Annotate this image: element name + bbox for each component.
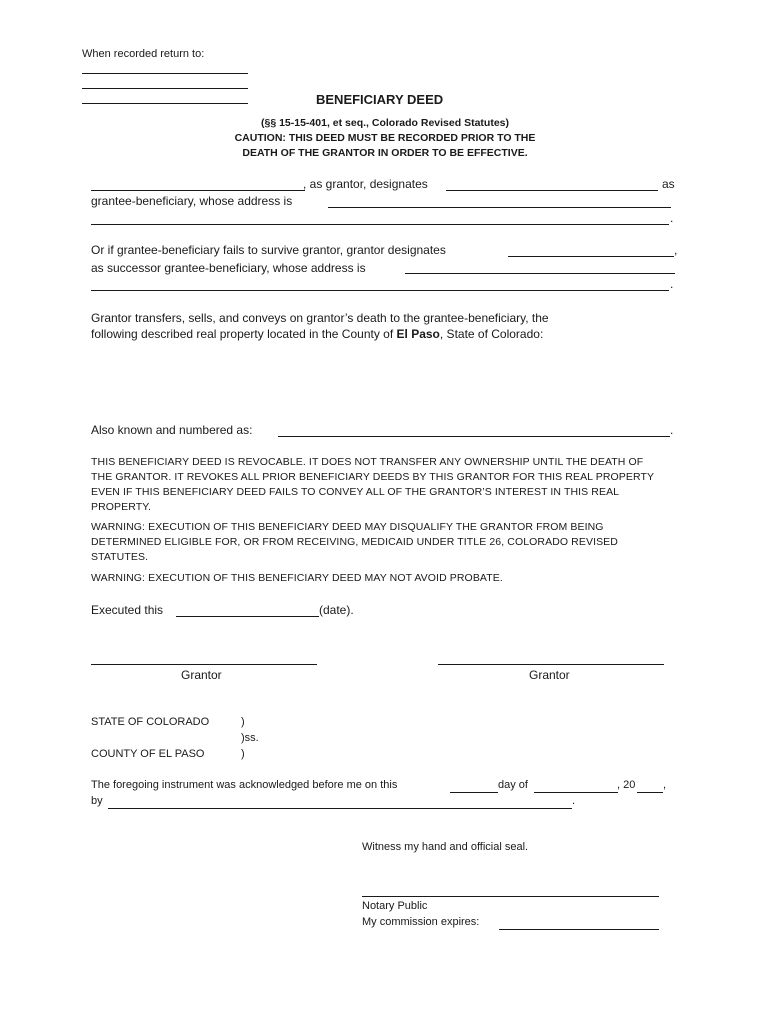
grantee-address-label: grantee-beneficiary, whose address is [91, 194, 293, 208]
ack-month-field[interactable] [534, 792, 618, 793]
return-to-line-3[interactable] [82, 103, 248, 104]
commission-expires-field[interactable] [499, 929, 659, 930]
successor-text-1: Or if grantee-beneficiary fails to survive grantor, grantor designates [91, 243, 446, 257]
county-name: El Paso [396, 327, 440, 341]
venue-paren-1: ) [241, 716, 245, 728]
ack-period: . [572, 795, 576, 807]
venue-state: STATE OF COLORADO [91, 716, 210, 728]
medicaid-warning-1: WARNING: EXECUTION OF THIS BENEFICIARY DEED MAY DISQUALIFY THE GRANTOR FROM BEING [91, 521, 604, 533]
transfer-text-2 [91, 327, 543, 341]
acknowledgment-text: The foregoing instrument was acknowledged before me on this [91, 779, 398, 791]
successor-address-field-1[interactable] [405, 273, 675, 274]
grantor-signature-right[interactable] [438, 664, 664, 665]
ack-by-field[interactable] [108, 808, 572, 809]
grantor-signature-left[interactable] [91, 664, 317, 665]
ack-day-of: day of [498, 779, 528, 791]
venue-ss: )ss. [241, 732, 259, 744]
revocable-notice-2: THE GRANTOR. IT REVOKES ALL PRIOR BENEFICIARY DEEDS BY THIS GRANTOR FOR THIS REAL PROPERTY [91, 471, 655, 483]
successor-comma: , [674, 243, 678, 257]
return-to-line-2[interactable] [82, 88, 248, 89]
executed-this-label: Executed this [91, 603, 164, 617]
ack-by-label: by [91, 795, 103, 807]
successor-name-field[interactable] [508, 256, 674, 257]
ack-day-field[interactable] [450, 792, 498, 793]
probate-warning: WARNING: EXECUTION OF THIS BENEFICIARY DEED MAY NOT AVOID PROBATE. [91, 572, 503, 584]
revocable-notice-4: PROPERTY. [91, 501, 152, 513]
transfer-text-pre: following described real property located in the County of [91, 327, 394, 341]
notary-public-label: Notary Public [362, 900, 428, 912]
caution-line-2: DEATH OF THE GRANTOR IN ORDER TO BE EFFECTIVE. [242, 147, 528, 159]
grantor-name-field[interactable] [91, 190, 305, 191]
venue-county: COUNTY OF EL PASO [91, 748, 205, 760]
transfer-text-1: Grantor transfers, sells, and conveys on grantor’s death to the grantee-beneficiary, the [91, 311, 549, 325]
document-title: BENEFICIARY DEED [316, 92, 444, 107]
as-grantor-text: , as grantor, designates [303, 177, 428, 191]
as-text: as [662, 177, 675, 191]
medicaid-warning-3: STATUTES. [91, 551, 149, 563]
grantee-address-field-2[interactable] [91, 224, 669, 225]
ack-comma: , [663, 779, 667, 791]
revocable-notice-3: EVEN IF THIS BENEFICIARY DEED FAILS TO CONVEY ALL OF THE GRANTOR’S INTEREST IN THIS REAL [91, 486, 620, 498]
revocable-notice-1: THIS BENEFICIARY DEED IS REVOCABLE. IT DOES NOT TRANSFER ANY OWNERSHIP UNTIL THE DEATH OF [91, 456, 644, 468]
notary-signature-line[interactable] [362, 896, 659, 897]
venue-paren-2: ) [241, 748, 245, 760]
ack-year-prefix: , 20 [617, 779, 636, 791]
execution-date-field[interactable] [176, 616, 319, 617]
return-to-line-1[interactable] [82, 73, 248, 74]
witness-text: Witness my hand and official seal. [362, 841, 529, 853]
grantee-name-field[interactable] [446, 190, 658, 191]
return-to-label: When recorded return to: [82, 48, 205, 60]
ack-year-field[interactable] [637, 792, 663, 793]
commission-expires-label: My commission expires: [362, 916, 480, 928]
successor-address-field-2[interactable] [91, 290, 669, 291]
transfer-text-post: , State of Colorado: [439, 327, 544, 341]
grantee-address-period: . [670, 211, 674, 225]
grantee-address-field-1[interactable] [328, 207, 671, 208]
caution-line-1: CAUTION: THIS DEED MUST BE RECORDED PRIOR TO THE [234, 132, 536, 144]
grantor-label-left: Grantor [181, 668, 222, 682]
successor-text-2: as successor grantee-beneficiary, whose address is [91, 261, 366, 275]
also-known-period: . [670, 423, 674, 437]
medicaid-warning-2: DETERMINED ELIGIBLE FOR, OR FROM RECEIVING, MEDICAID UNDER TITLE 26, COLORADO REVISED [91, 536, 618, 548]
also-known-label: Also known and numbered as: [91, 423, 253, 437]
statute-reference: (§§ 15-15-401, et seq., Colorado Revised Statutes) [260, 117, 509, 129]
date-label: (date). [319, 603, 354, 617]
successor-address-period: . [670, 277, 674, 291]
grantor-label-right: Grantor [529, 668, 570, 682]
property-address-field[interactable] [278, 436, 670, 437]
